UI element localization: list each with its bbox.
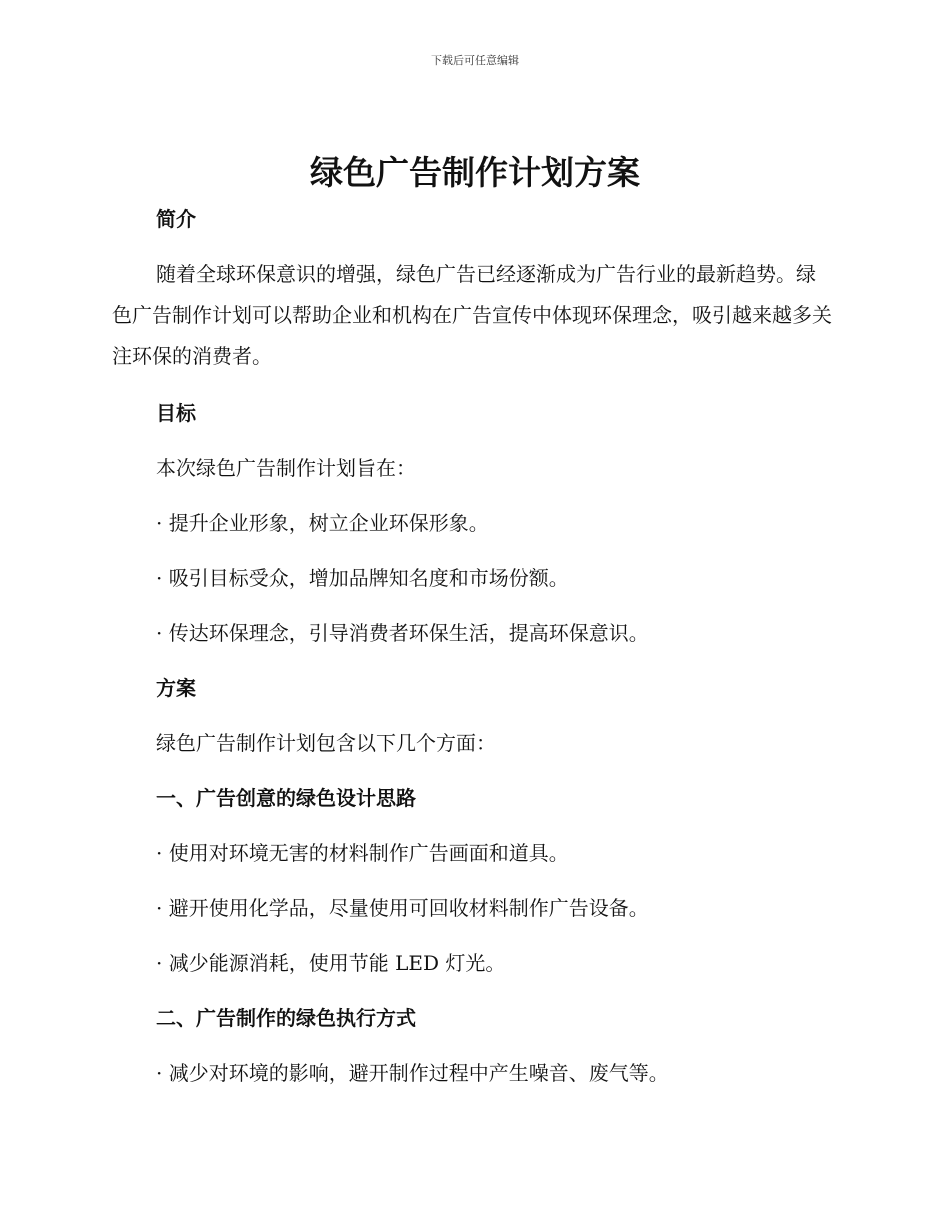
section-heading-goals: 目标 bbox=[156, 401, 196, 425]
goals-lead: 本次绿色广告制作计划旨在： bbox=[156, 456, 416, 480]
creative-item: · 减少能源消耗，使用节能 LED 灯光。 bbox=[156, 951, 506, 975]
creative-item: · 避开使用化学品，尽量使用可回收材料制作广告设备。 bbox=[156, 896, 649, 920]
goal-item: · 吸引目标受众，增加品牌知名度和市场份额。 bbox=[156, 566, 569, 590]
section-heading-plan: 方案 bbox=[156, 676, 196, 700]
goal-item: · 提升企业形象，树立企业环保形象。 bbox=[156, 511, 489, 535]
page-header-note: 下载后可任意编辑 bbox=[431, 54, 519, 67]
goal-item: · 传达环保理念，引导消费者环保生活，提高环保意识。 bbox=[156, 621, 649, 645]
creative-item: · 使用对环境无害的材料制作广告画面和道具。 bbox=[156, 841, 569, 865]
execution-item: · 减少对环境的影响，避开制作过程中产生噪音、废气等。 bbox=[156, 1061, 669, 1085]
plan-lead: 绿色广告制作计划包含以下几个方面： bbox=[156, 731, 496, 755]
subsection-heading-creative: 一、广告创意的绿色设计思路 bbox=[156, 786, 416, 810]
document-title: 绿色广告制作计划方案 bbox=[310, 153, 640, 192]
section-heading-intro: 简介 bbox=[156, 207, 196, 231]
intro-paragraph: 随着全球环保意识的增强，绿色广告已经逐渐成为广告行业的最新趋势。绿色广告制作计划可以帮助企业和机构在广告宣传中体现环保理念，吸引越来越多关注环保的消费者。 bbox=[112, 262, 832, 368]
subsection-heading-execution: 二、广告制作的绿色执行方式 bbox=[156, 1006, 416, 1030]
